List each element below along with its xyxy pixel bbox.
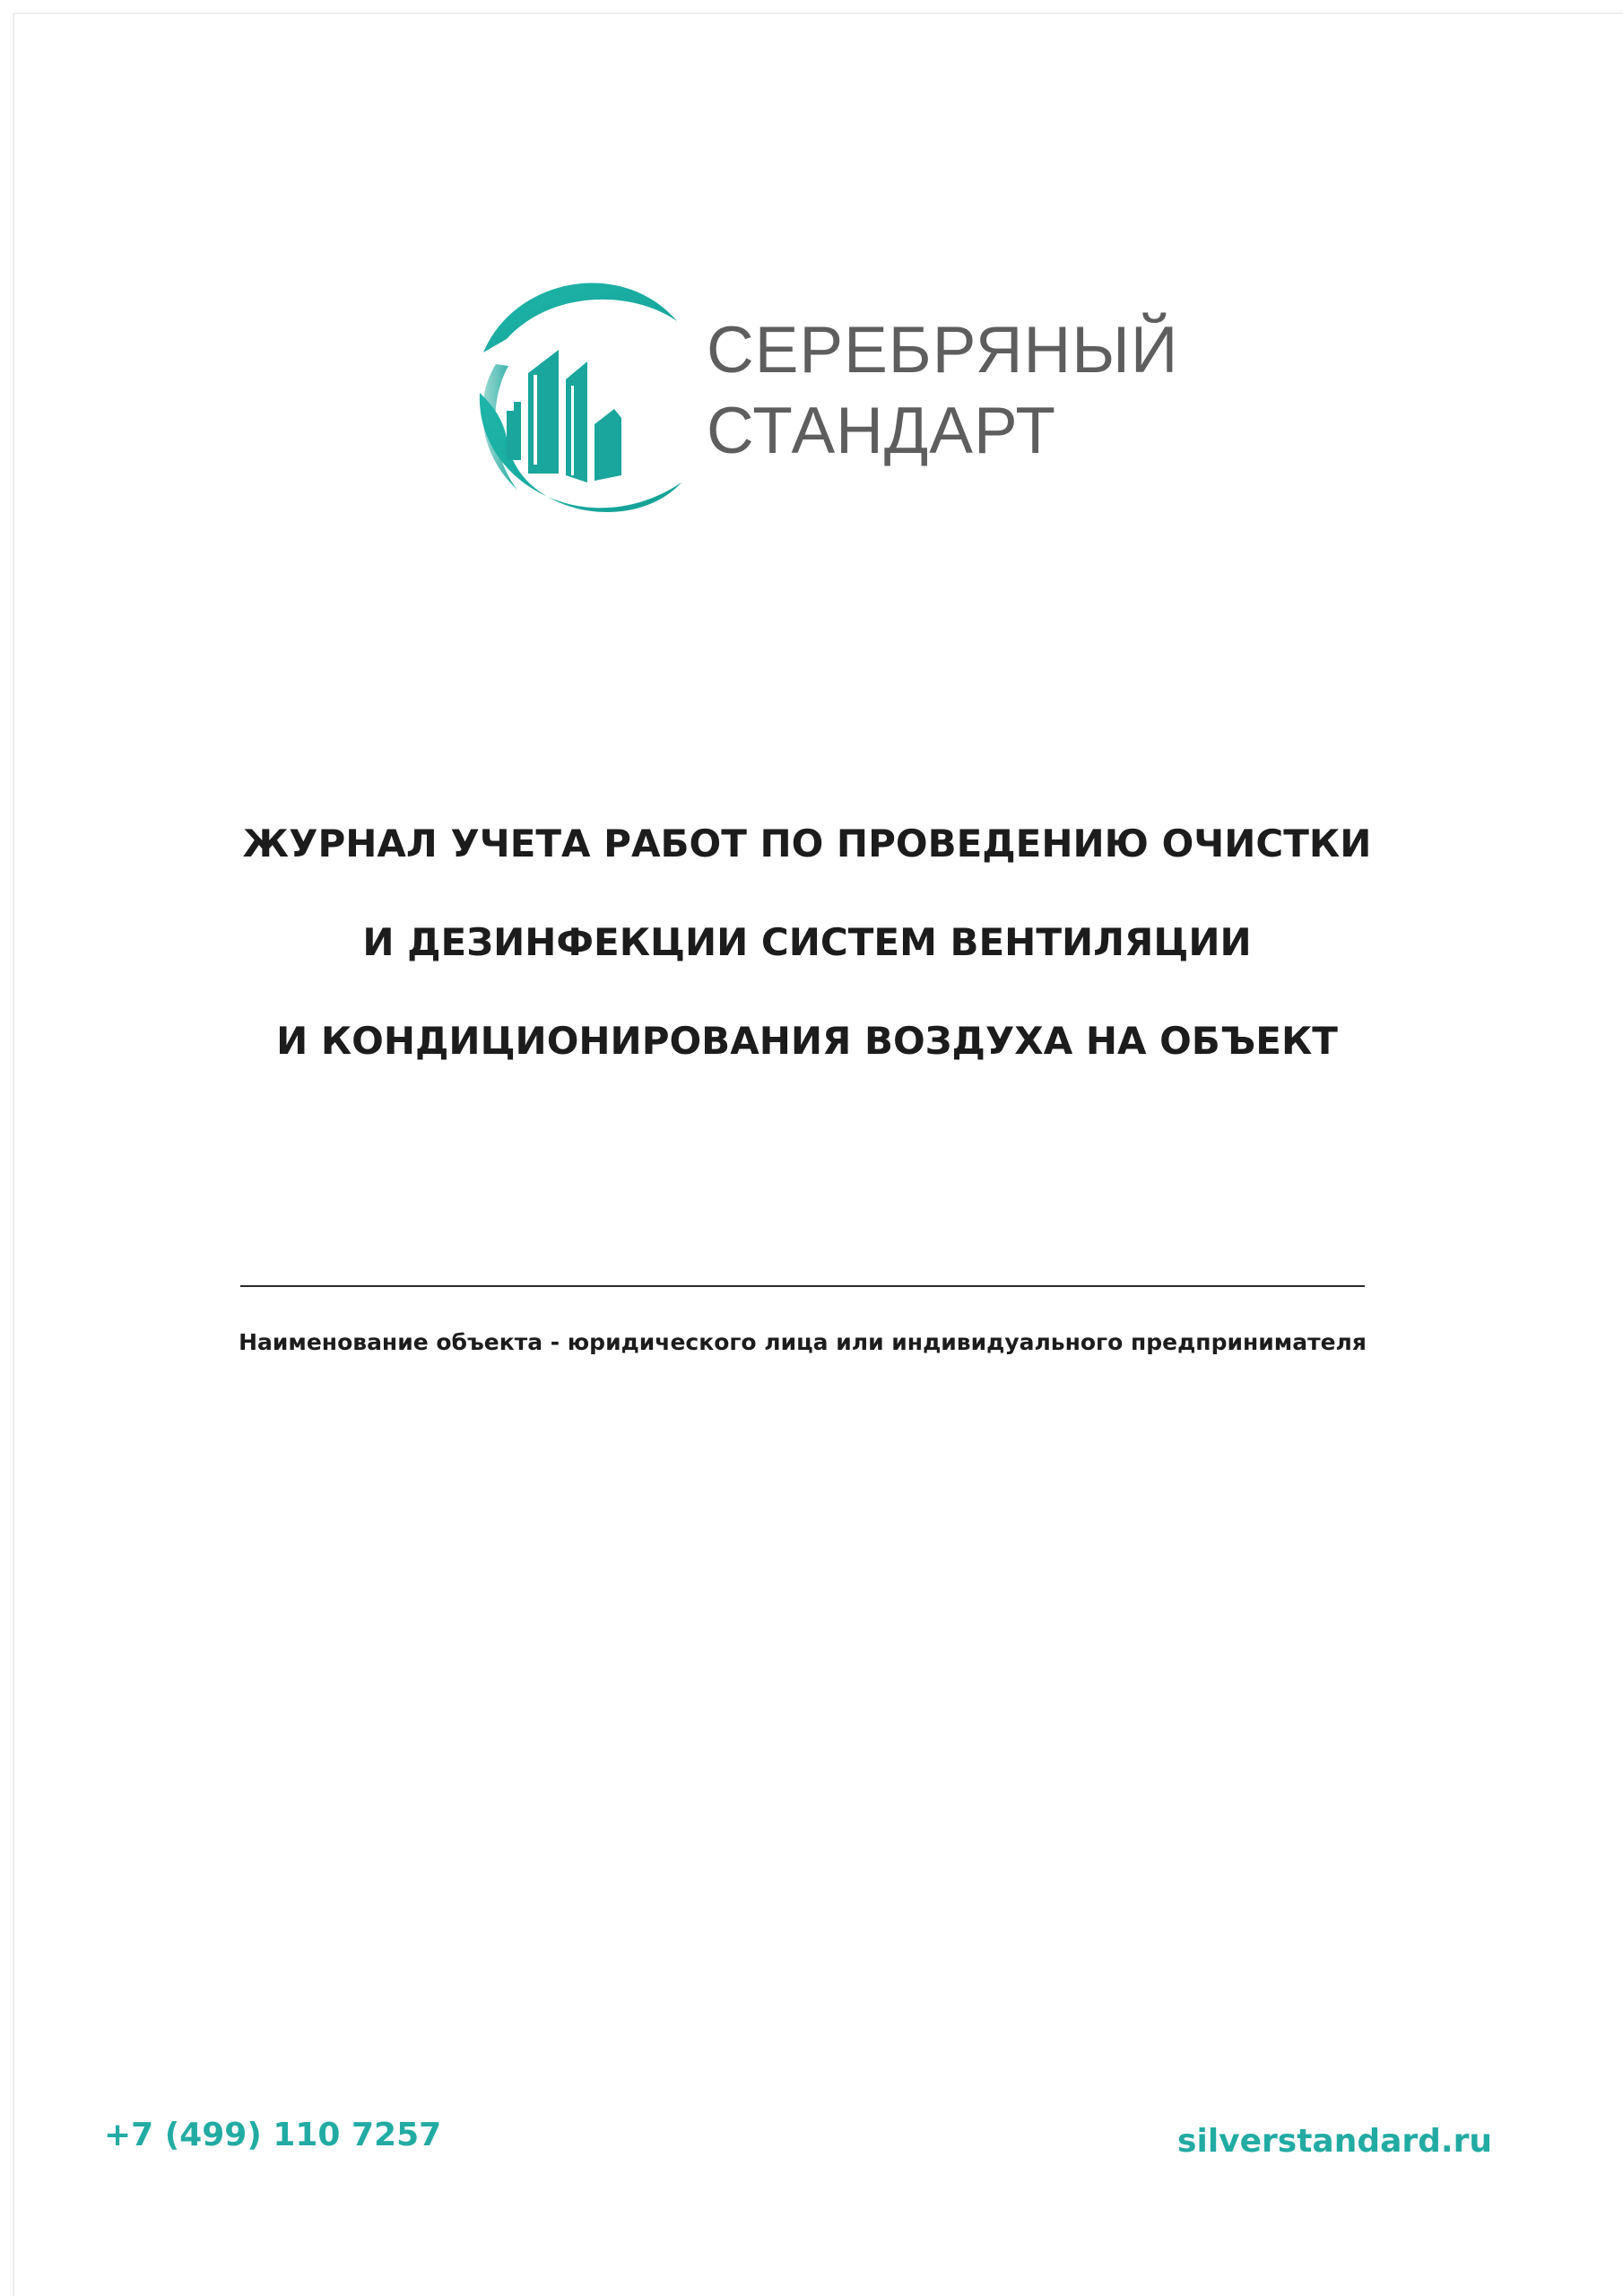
logo-line-2: СТАНДАРТ <box>707 395 1057 467</box>
footer-website: silverstandard.ru <box>1177 2123 1492 2160</box>
document-title <box>179 804 1435 1100</box>
title-line-1: ЖУРНАЛ УЧЕТА РАБОТ ПО ПРОВЕДЕНИЮ ОЧИСТКИ <box>242 822 1372 865</box>
object-name-caption: Наименование объекта - юридического лица или индивидуального предпринимателя <box>239 1329 1367 1355</box>
buildings-swirl-logo-icon <box>453 267 695 536</box>
logo-line-1: СЕРЕБРЯНЫЙ <box>707 314 1179 387</box>
title-line-2: И ДЕЗИНФЕКЦИИ СИСТЕМ ВЕНТИЛЯЦИИ <box>362 920 1252 964</box>
object-name-line[interactable] <box>240 1285 1365 1287</box>
company-logo <box>453 267 1188 536</box>
logo-text <box>707 310 1178 472</box>
title-line-3: И КОНДИЦИОНИРОВАНИЯ ВОЗДУХА НА ОБЪЕКТ <box>276 1019 1338 1063</box>
footer-phone: +7 (499) 110 7257 <box>104 2117 442 2153</box>
